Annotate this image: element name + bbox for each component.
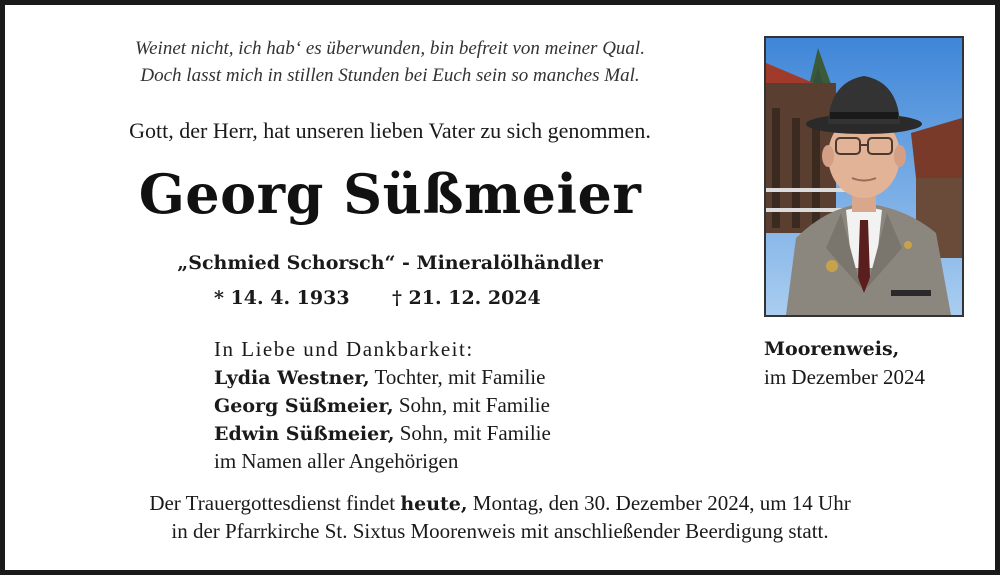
nickname-occupation: „Schmied Schorsch“ - Mineralölhändler (177, 252, 603, 274)
death-date: † 21. 12. 2024 (392, 287, 541, 309)
deceased-name: Georg Süßmeier (138, 162, 642, 226)
family-member-relation: Tochter, mit Familie (369, 365, 546, 389)
service-line-2: in der Pfarrkirche St. Sixtus Moorenweis mit anschließender Beerdigung statt. (171, 519, 829, 543)
family-member (214, 391, 550, 420)
family-member (214, 419, 551, 448)
place-town: Moorenweis, (764, 338, 900, 360)
service-text: Montag, den 30. Dezember 2024, um 14 Uhr (467, 491, 851, 515)
birth-date: * 14. 4. 1933 (214, 287, 350, 309)
service-line-1 (20, 491, 980, 516)
service-today: heute, (400, 493, 468, 515)
verse-line-2: Doch lasst mich in stillen Stunden bei Euch sein so manches Mal. (140, 65, 640, 86)
family-heading: In Liebe und Dankbarkeit: (214, 337, 474, 361)
family-closing: im Namen aller Angehörigen (214, 449, 459, 473)
intro-text: Gott, der Herr, hat unseren lieben Vater zu sich genommen. (129, 118, 651, 143)
portrait-illustration (766, 38, 962, 315)
family-member-name: Edwin Süßmeier, (214, 423, 395, 445)
family-member-name: Georg Süßmeier, (214, 395, 394, 417)
place-date: im Dezember 2024 (764, 365, 925, 389)
portrait-photo (764, 36, 964, 317)
family-member-relation: Sohn, mit Familie (393, 393, 550, 417)
family-member (214, 363, 545, 392)
family-member-relation: Sohn, mit Familie (394, 421, 551, 445)
family-member-name: Lydia Westner, (214, 367, 370, 389)
service-text: Der Trauergottesdienst findet (149, 491, 401, 515)
verse-line-1: Weinet nicht, ich hab‘ es überwunden, bin befreit von meiner Qual. (135, 38, 645, 59)
